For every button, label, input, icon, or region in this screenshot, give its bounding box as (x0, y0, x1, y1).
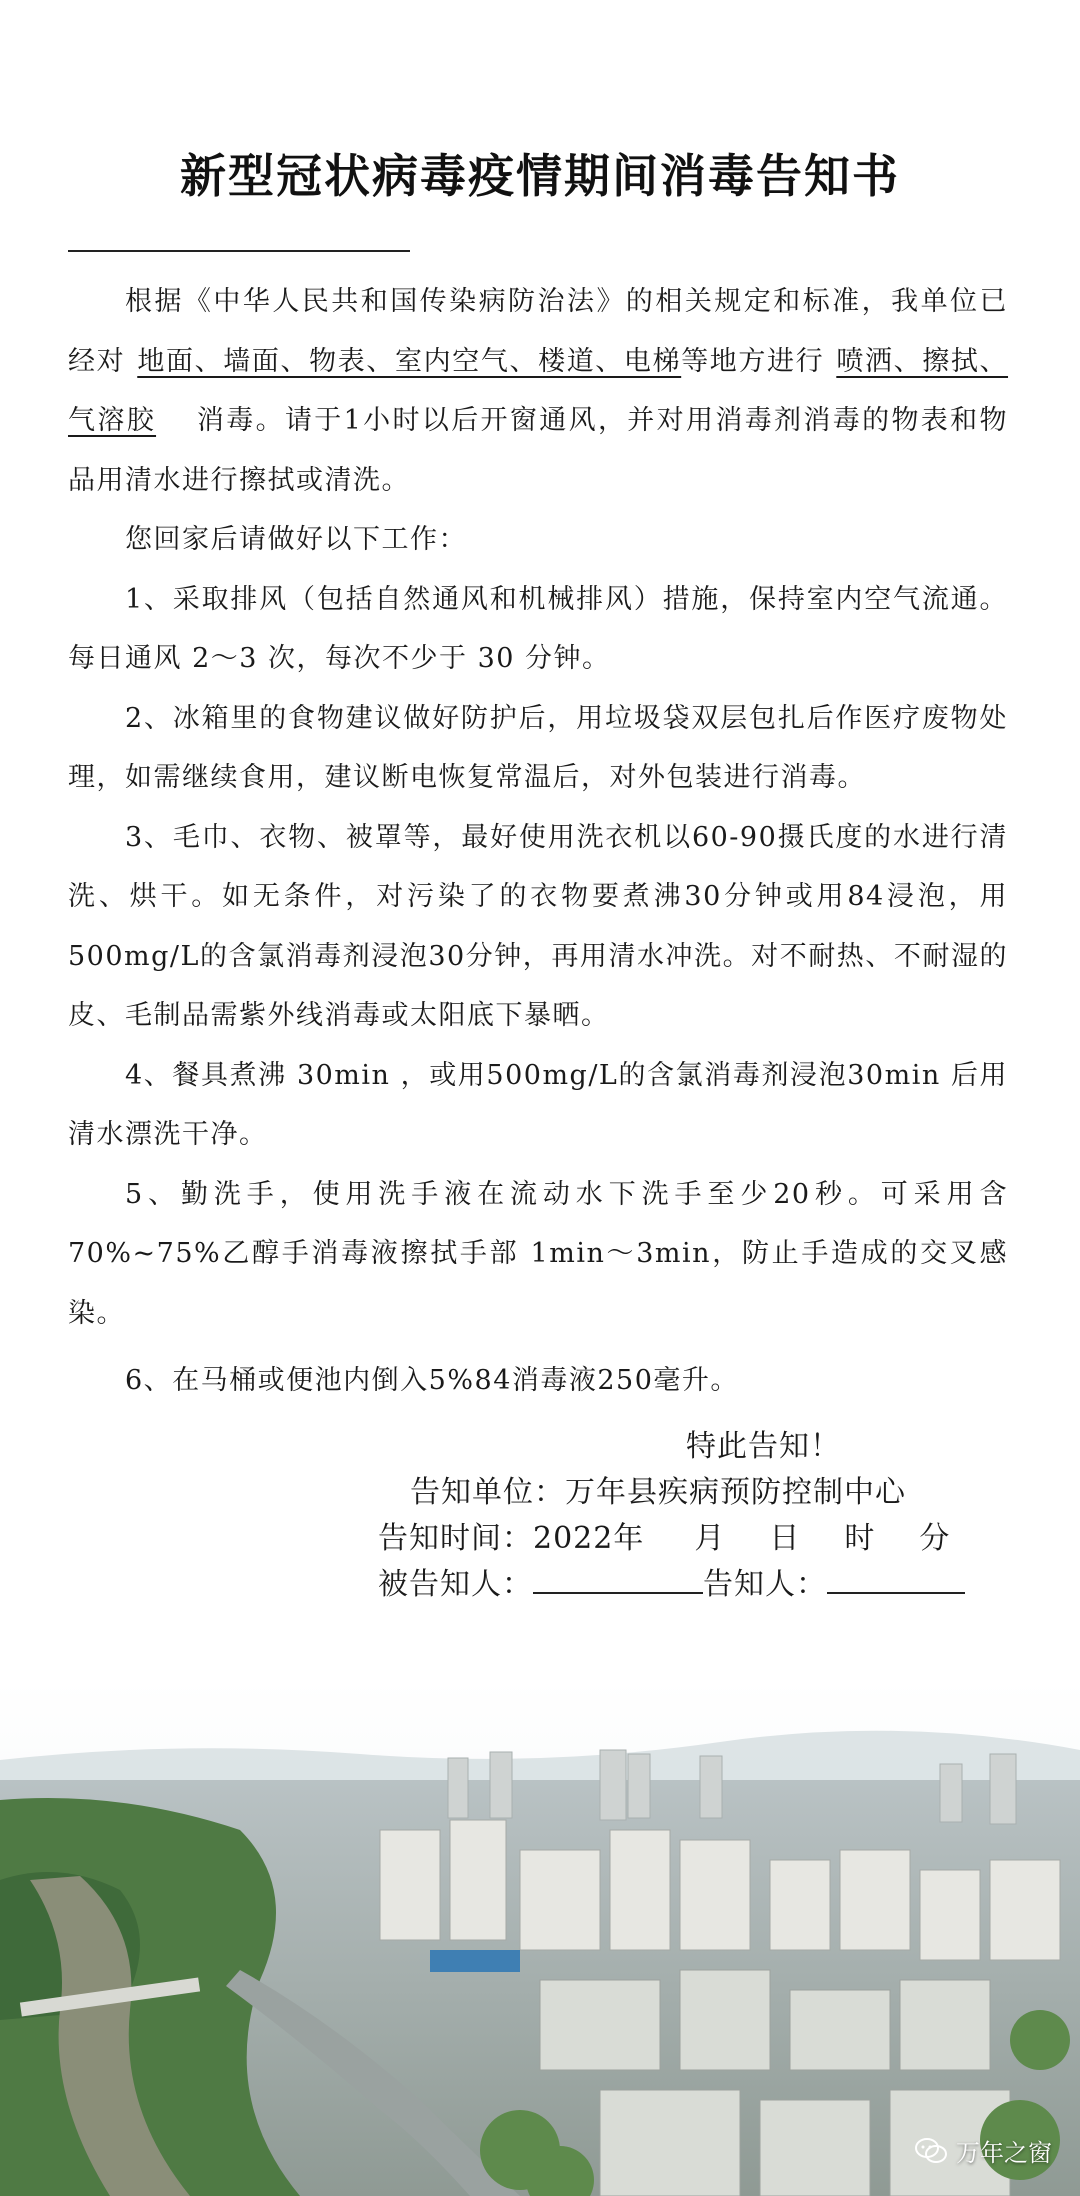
time-hour: 时 (844, 1521, 876, 1556)
time-month: 月 (694, 1521, 726, 1556)
intro-text-b: 等地方进行 (681, 345, 825, 377)
closing-line: 特此告知！ (686, 1429, 841, 1464)
notice-time (360, 1516, 1000, 1562)
watermark (914, 2133, 1052, 2168)
title-underline (68, 250, 410, 252)
item-1: 1、采取排风（包括自然通风和机械排风）措施，保持室内空气流通。每日通风 2～3 次，每次不少于 30 分钟。 (68, 583, 1008, 674)
notified-person-blank (533, 1562, 703, 1594)
disinfection-methods: 喷洒、擦拭、气溶胶 (68, 345, 1009, 436)
intro-paragraph (68, 272, 1008, 510)
item-6: 6、在马桶或便池内倒入5%84消毒液250毫升。 (125, 1365, 739, 1396)
item-5: 5、勤洗手，使用洗手液在流动水下洗手至少20秒。可采用含70%~75%乙醇手消毒液擦拭手部 1min～3min，防止手造成的交叉感染。 (68, 1178, 1008, 1329)
item-3: 3、毛巾、衣物、被罩等，最好使用洗衣机以60-90摄氏度的水进行清洗、烘干。如无条件，对污染了的衣物要煮沸30分钟或用84浸泡，用500mg/L的含氯消毒剂浸泡30分钟，再用清水冲洗。对不耐热、不耐湿的皮、毛制品需紫外线消毒或太阳底下暴晒。 (68, 821, 1008, 1031)
time-minute: 分 (919, 1521, 951, 1556)
intro-text-a: 根据《中华人民共和国传染病防治法》的相关规定和标准，我单位已经对 (68, 286, 1008, 377)
wechat-icon (914, 2137, 948, 2165)
lead-line: 您回家后请做好以下工作： (125, 524, 467, 555)
notifying-unit: 告知单位：万年县疾病预防控制中心 (410, 1475, 906, 1510)
notified-label: 被告知人： (378, 1567, 533, 1602)
city-aerial-photo (0, 1680, 1080, 2196)
notifier-label: 告知人： (703, 1567, 827, 1602)
time-label: 告知时间：2022年 (378, 1521, 645, 1556)
watermark-text: 万年之窗 (956, 2139, 1052, 2167)
notice-body (68, 272, 1008, 1411)
signature-block (360, 1424, 1000, 1608)
disinfected-places: 地面、墙面、物表、室内空气、楼道、电梯 (137, 345, 682, 377)
signature-line (360, 1562, 1000, 1608)
time-day: 日 (769, 1521, 801, 1556)
page-title: 新型冠状病毒疫情期间消毒告知书 (180, 149, 900, 203)
city-illustration (0, 1680, 1080, 2196)
item-2: 2、冰箱里的食物建议做好防护后，用垃圾袋双层包扎后作医疗废物处理，如需继续食用，建议断电恢复常温后，对外包装进行消毒。 (68, 702, 1008, 793)
intro-text-c: 消毒。请于1小时以后开窗通风，并对用消毒剂消毒的物表和物品用清水进行擦拭或清洗。 (68, 405, 1008, 496)
notifier-blank (827, 1562, 965, 1594)
item-4: 4、餐具煮沸 30min ，或用500mg/L的含氯消毒剂浸泡30min 后用清水漂洗干净。 (68, 1059, 1008, 1150)
